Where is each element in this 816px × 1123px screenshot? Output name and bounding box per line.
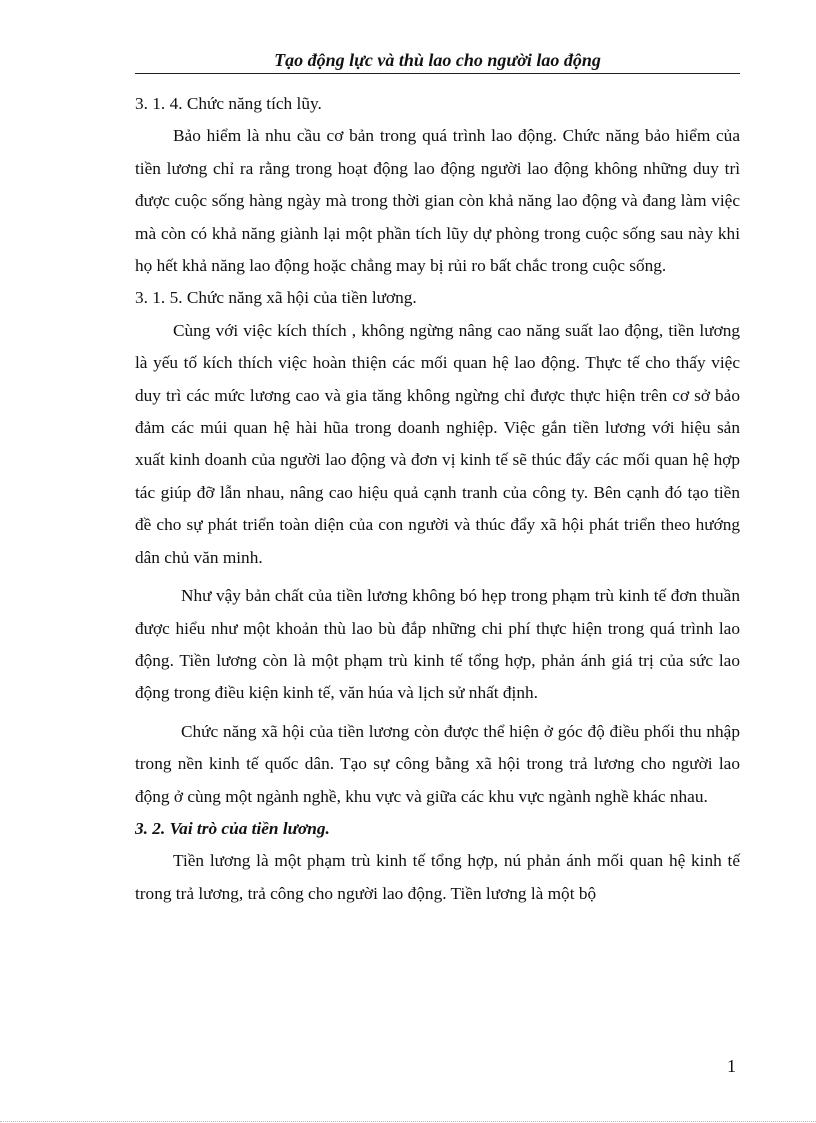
paragraph-income-distribution: Chức năng xã hội của tiền lương còn được thể hiện ở góc độ điều phối thu nhập trong nền kinh tế quốc dân. Tạo sự công bằng xã hội trong trả lương cho người lao động ở cùng một ngành nghề, khu vực và giữa các khu vực ngành nghề khác nhau.: [135, 721, 740, 806]
paragraph-social-function: Cùng với việc kích thích , không ngừng nâng cao năng suất lao động, tiền lương là yếu tố kích thích việc hoàn thiện các mối quan hệ lao động. Thực tế cho thấy việc duy trì các mức lương cao và gia tăng không ngừng chỉ được thực hiện trên cơ sở bảo đảm các múi quan hệ hài hũa trong doanh nghiệp. Việc gắn tiền lương với hiệu sản xuất kinh doanh của người lao động và đơn vị kinh tế sẽ thúc đẩy các mối quan hệ hợp tác giúp đỡ lẫn nhau, nâng cao hiệu quả cạnh tranh của công ty. Bên cạnh đó tạo tiền đề cho sự phát triển toàn diện của con người và thúc đẩy xã hội phát triển theo hướng dân chủ văn minh.: [135, 320, 740, 567]
document-body: [135, 88, 740, 910]
paragraph-accumulation-function: Bảo hiểm là nhu cầu cơ bản trong quá trình lao động. Chức năng bảo hiểm của tiền lương chỉ ra rằng trong hoạt động lao động người lao động không những duy trì được cuộc sống hàng ngày mà trong thời gian còn khả năng lao động và đang làm việc mà còn có khả năng giành lại một phần tích lũy dự phòng trong cuộc sống sau này khi họ hết khả năng lao động hoặc chẳng may bị rủi ro bất chắc trong cuộc sống.: [135, 126, 740, 276]
section-heading-3-1-4: 3. 1. 4. Chức năng tích lũy.: [135, 94, 322, 113]
section-heading-3-1-5: 3. 1. 5. Chức năng xã hội của tiền lương.: [135, 288, 417, 308]
paragraph-role-of-wages: Tiền lương là một phạm trù kinh tế tổng hợp, nú phản ánh mối quan hệ kinh tế trong trả lương, trả công cho người lao động. Tiền lương là một bộ: [135, 851, 740, 903]
page-header-title: Tạo động lực và thù lao cho người lao động: [274, 50, 601, 70]
section-heading-3-2: 3. 2. Vai trò của tiền lương.: [135, 818, 330, 838]
paragraph-nature-of-wages: Như vậy bản chất của tiền lương không bó hẹp trong phạm trù kinh tế đơn thuần được hiểu như một khoản thù lao bù đắp những chi phí thực hiện trong quá trình lao động. Tiền lương còn là một phạm trù kinh tế tổng hợp, phản ánh giá trị của sức lao động trong điều kiện kinh tế, văn húa và lịch sử nhất định.: [135, 586, 740, 703]
header-divider: [135, 73, 740, 74]
footer-dotted-line: [0, 1121, 816, 1122]
page-number: 1: [727, 1056, 736, 1076]
